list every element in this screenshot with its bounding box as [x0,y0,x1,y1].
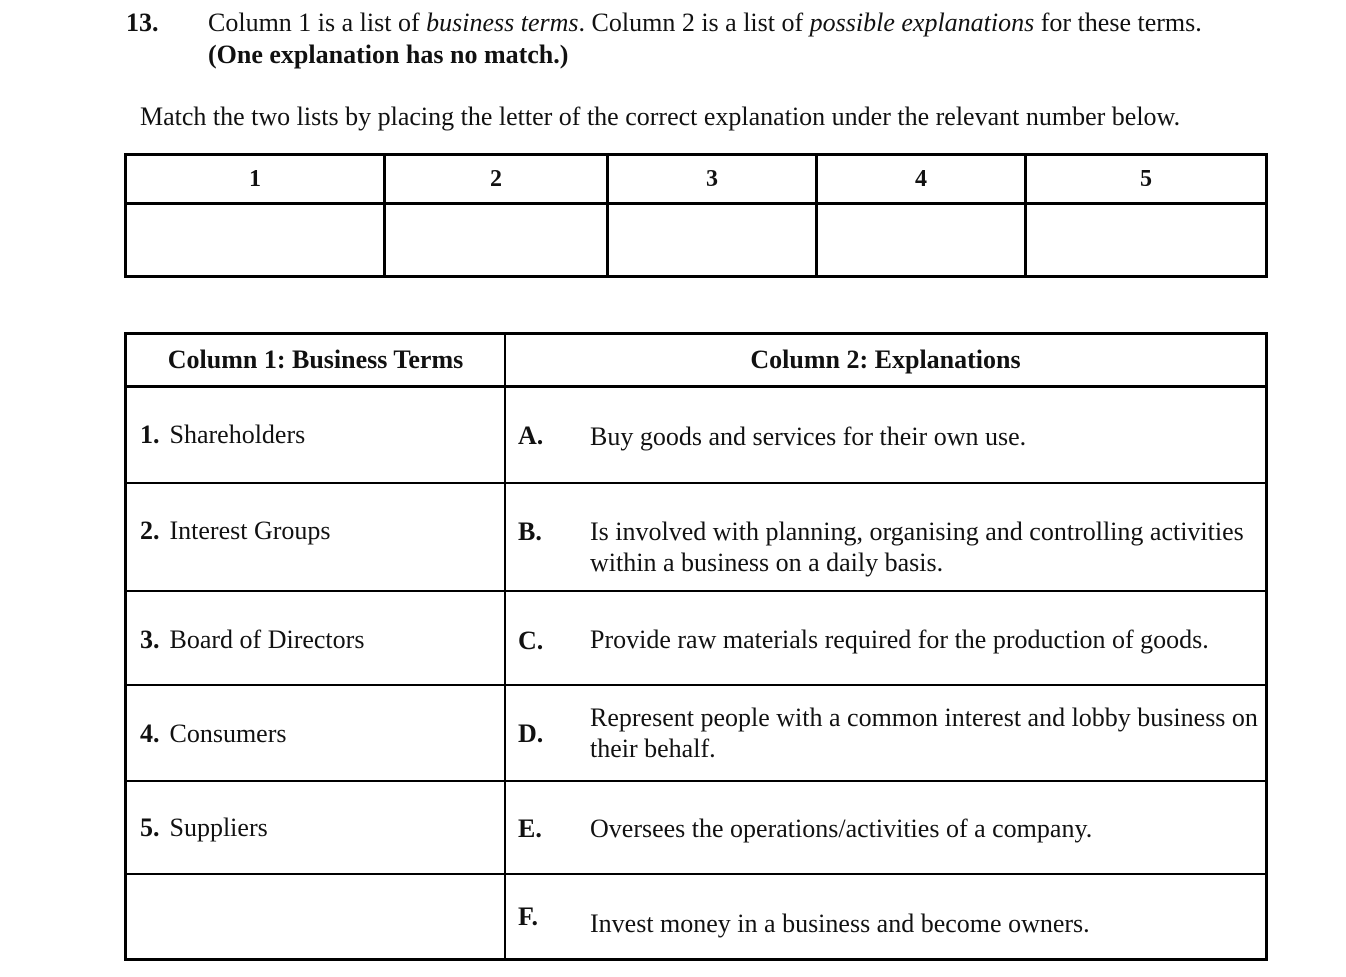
term-number: 3. [140,625,160,654]
explanation-letter: D. [518,719,544,748]
answer-grid-header: 5 [1140,165,1152,192]
explanation-letter: E. [518,814,542,843]
answer-grid-header: 1 [127,156,386,202]
business-term [140,420,305,450]
business-term [140,813,268,843]
table-row [127,388,1265,484]
question-text-part: Column 1 is a list of [208,8,427,37]
table-row [127,686,1265,782]
possible-explanations-emphasis: possible explanations [809,8,1035,37]
question-note: (One explanation has no match.) [208,40,569,69]
explanation-letter: C. [518,626,544,655]
answer-box-4[interactable] [818,205,1027,275]
term-label: Consumers [169,719,287,748]
answer-box-1[interactable] [127,205,386,275]
explanation-text: Oversees the operations/activities of a company. [590,814,1093,843]
table-row [127,484,1265,592]
answer-grid-header-row [127,156,1265,205]
business-term [140,719,287,749]
answer-grid-header: 2 [386,156,609,202]
answer-box-2[interactable] [386,205,609,275]
table-row [127,875,1265,958]
question-text-part: for these terms. [1034,8,1202,37]
question-number: 13. [126,8,159,37]
column1-header: Column 1: Business Terms [167,345,464,374]
question-text-line1 [208,8,1202,38]
table-header-row [127,335,1265,388]
term-number: 2. [140,516,160,545]
term-label: Shareholders [169,420,306,449]
answer-grid [124,153,1268,278]
matching-table [124,332,1268,961]
explanation-letter: F. [518,902,538,931]
term-label: Board of Directors [169,625,365,654]
explanation-text: Buy goods and services for their own use. [590,422,1027,451]
business-terms-emphasis: business terms [426,8,579,37]
term-label: Suppliers [169,813,268,842]
term-number: 4. [140,719,160,748]
answer-box-3[interactable] [609,205,818,275]
explanation-text: Represent people with a common interest and lobby business on their behalf. [590,703,1258,763]
answer-grid-header: 3 [609,156,818,202]
table-row [127,782,1265,875]
term-number: 1. [140,420,160,449]
explanation-text: Is involved with planning, organising and controlling activities within a business on a daily basis. [590,517,1244,577]
table-row [127,592,1265,686]
question-text-part: . Column 2 is a list of [578,8,810,37]
explanation-letter: B. [518,517,542,546]
answer-box-5[interactable] [1027,205,1265,275]
term-label: Interest Groups [169,516,331,545]
explanation-letter: A. [518,421,544,450]
answer-grid-answer-row [127,205,1265,275]
answer-grid-header: 4 [818,156,1027,202]
business-term [140,516,331,546]
business-term [140,906,150,936]
explanation-text: Provide raw materials required for the production of goods. [590,625,1209,654]
business-term [140,625,364,655]
column2-header: Column 2: Explanations [750,345,1021,374]
explanation-text: Invest money in a business and become owners. [590,909,1090,938]
instruction-text: Match the two lists by placing the letter of the correct explanation under the relevant number below. [140,102,1181,131]
term-number: 5. [140,813,160,842]
